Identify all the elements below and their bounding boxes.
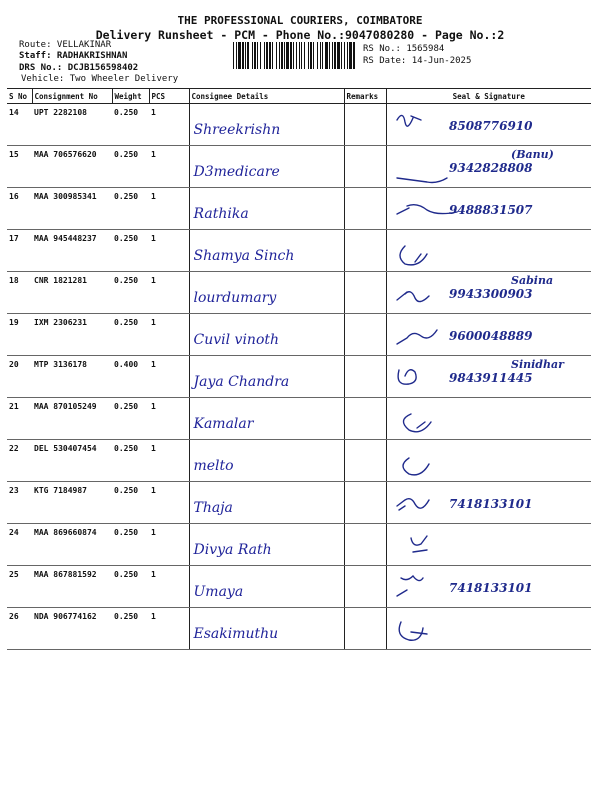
cell-pcs: 1 — [149, 398, 189, 440]
cell-weight: 0.250 — [112, 104, 149, 146]
cell-weight: 0.250 — [112, 440, 149, 482]
signature-mark — [391, 442, 571, 480]
signature-stroke — [397, 115, 421, 126]
signature-mark — [391, 232, 571, 270]
table-row — [7, 230, 591, 272]
cell-consignee — [189, 482, 344, 524]
cell-pcs: 1 — [149, 356, 189, 398]
cell-weight: 0.250 — [112, 608, 149, 650]
signature-phone-text: 8508776910 — [448, 119, 532, 133]
col-consignment: Consignment No — [32, 89, 112, 104]
cell-consignment: MAA 869660874 — [32, 524, 112, 566]
signature-stroke — [399, 622, 427, 640]
cell-pcs: 1 — [149, 230, 189, 272]
cell-consignee — [189, 524, 344, 566]
table-row — [7, 608, 591, 650]
cell-sno: 16 — [7, 188, 32, 230]
staff-label: Staff: RADHAKRISHNAN — [19, 51, 128, 61]
signature-stroke — [397, 178, 447, 183]
cell-pcs: 1 — [149, 608, 189, 650]
signature-mark — [391, 106, 571, 144]
signature-stroke — [397, 330, 437, 344]
signature-stroke — [397, 205, 457, 214]
consignee-handwriting: Cuvil vinoth — [193, 332, 280, 348]
cell-signature — [386, 272, 591, 314]
cell-weight: 0.250 — [112, 482, 149, 524]
cell-remarks — [344, 272, 386, 314]
cell-weight: 0.250 — [112, 398, 149, 440]
signature-mark — [391, 358, 571, 396]
cell-sno: 26 — [7, 608, 32, 650]
cell-consignee — [189, 314, 344, 356]
cell-weight: 0.250 — [112, 188, 149, 230]
consignee-handwriting: Divya Rath — [193, 542, 272, 558]
runsheet-table — [7, 88, 591, 650]
cell-pcs: 1 — [149, 566, 189, 608]
route-label: Route: VELLAKINAR — [19, 40, 112, 50]
cell-consignment: MAA 300985341 — [32, 188, 112, 230]
cell-weight: 0.400 — [112, 356, 149, 398]
cell-remarks — [344, 398, 386, 440]
cell-sno: 15 — [7, 146, 32, 188]
cell-consignee — [189, 146, 344, 188]
signature-stroke — [397, 292, 429, 302]
cell-remarks — [344, 566, 386, 608]
signature-mark — [391, 610, 571, 648]
cell-sno: 25 — [7, 566, 32, 608]
table-row — [7, 104, 591, 146]
table-header-row — [7, 89, 591, 104]
cell-remarks — [344, 482, 386, 524]
signature-mark — [391, 484, 571, 522]
cell-remarks — [344, 104, 386, 146]
cell-remarks — [344, 356, 386, 398]
cell-consignment: MTP 3136178 — [32, 356, 112, 398]
signature-stroke — [398, 370, 416, 384]
cell-sno: 20 — [7, 356, 32, 398]
signature-stroke — [400, 246, 427, 265]
col-pcs: PCS — [149, 89, 189, 104]
col-sno: S No — [7, 89, 32, 104]
cell-signature — [386, 398, 591, 440]
cell-consignment: KTG 7184987 — [32, 482, 112, 524]
table-row — [7, 440, 591, 482]
signature-stroke — [411, 536, 427, 552]
cell-consignment: IXM 2306231 — [32, 314, 112, 356]
consignee-handwriting: melto — [193, 458, 234, 474]
col-remarks: Remarks — [344, 89, 386, 104]
signature-stroke — [403, 414, 431, 432]
cell-remarks — [344, 608, 386, 650]
table-row — [7, 146, 591, 188]
signature-phone-text: 9843911445 — [448, 371, 532, 385]
cell-consignment: MAA 706576620 — [32, 146, 112, 188]
cell-pcs: 1 — [149, 104, 189, 146]
cell-signature — [386, 104, 591, 146]
cell-consignee — [189, 398, 344, 440]
table-row — [7, 566, 591, 608]
cell-sno: 14 — [7, 104, 32, 146]
consignee-handwriting: Shreekrishn — [193, 122, 281, 138]
cell-remarks — [344, 146, 386, 188]
cell-consignee — [189, 230, 344, 272]
table-row — [7, 188, 591, 230]
table-row — [7, 272, 591, 314]
cell-consignment: MAA 945448237 — [32, 230, 112, 272]
consignee-handwriting: Esakimuthu — [193, 626, 279, 642]
cell-consignee — [189, 566, 344, 608]
signature-mark — [391, 190, 571, 228]
signature-mark — [391, 148, 571, 186]
rs-number: RS No.: 1565984 — [363, 44, 445, 54]
signature-phone-text: 9600048889 — [448, 329, 532, 343]
signature-phone-text: 9943300903 — [448, 287, 532, 301]
consignee-handwriting: Jaya Chandra — [193, 374, 290, 390]
cell-weight: 0.250 — [112, 272, 149, 314]
consignee-handwriting: D3medicare — [193, 164, 280, 180]
cell-pcs: 1 — [149, 314, 189, 356]
cell-signature — [386, 188, 591, 230]
consignee-handwriting: Shamya Sinch — [193, 248, 295, 264]
signature-mark — [391, 274, 571, 312]
signature-phone-text: 9342828808 — [448, 161, 532, 175]
vehicle-label: Vehicle: Two Wheeler Delivery — [21, 74, 179, 84]
cell-consignment: MAA 867881592 — [32, 566, 112, 608]
cell-signature — [386, 608, 591, 650]
col-consignee: Consignee Details — [189, 89, 344, 104]
signature-mark — [391, 526, 571, 564]
cell-sno: 22 — [7, 440, 32, 482]
cell-remarks — [344, 440, 386, 482]
cell-signature — [386, 482, 591, 524]
cell-pcs: 1 — [149, 146, 189, 188]
signature-mark — [391, 400, 571, 438]
signature-stroke — [403, 458, 429, 475]
cell-sno: 18 — [7, 272, 32, 314]
table-row — [7, 482, 591, 524]
cell-consignee — [189, 608, 344, 650]
cell-signature — [386, 146, 591, 188]
signature-name-text: Sabina — [510, 274, 553, 287]
cell-pcs: 1 — [149, 272, 189, 314]
signature-phone-text: 9488831507 — [448, 203, 532, 217]
runsheet-subtitle: Delivery Runsheet - PCM - Phone No.:9047080280 - Page No.:2 — [95, 28, 505, 42]
table-row — [7, 398, 591, 440]
cell-sno: 19 — [7, 314, 32, 356]
cell-signature — [386, 314, 591, 356]
company-title: THE PROFESSIONAL COURIERS, COIMBATORE — [177, 14, 423, 27]
cell-signature — [386, 566, 591, 608]
cell-sno: 23 — [7, 482, 32, 524]
consignee-handwriting: Umaya — [193, 584, 244, 600]
rs-date: RS Date: 14-Jun-2025 — [363, 56, 472, 66]
cell-weight: 0.250 — [112, 230, 149, 272]
cell-signature — [386, 230, 591, 272]
cell-remarks — [344, 188, 386, 230]
cell-remarks — [344, 230, 386, 272]
cell-consignment: UPT 2282108 — [32, 104, 112, 146]
cell-consignee — [189, 440, 344, 482]
cell-weight: 0.250 — [112, 566, 149, 608]
cell-weight: 0.250 — [112, 524, 149, 566]
consignee-handwriting: Thaja — [193, 500, 233, 516]
cell-pcs: 1 — [149, 440, 189, 482]
cell-pcs: 1 — [149, 524, 189, 566]
signature-name-text: (Banu) — [510, 148, 554, 161]
signature-phone-text: 7418133101 — [448, 581, 532, 595]
cell-sno: 24 — [7, 524, 32, 566]
cell-consignment: MAA 870105249 — [32, 398, 112, 440]
cell-sno: 17 — [7, 230, 32, 272]
cell-signature — [386, 440, 591, 482]
signature-name-text: Sinidhar — [510, 358, 564, 371]
signature-stroke — [397, 499, 429, 510]
cell-weight: 0.250 — [112, 146, 149, 188]
cell-remarks — [344, 314, 386, 356]
cell-sno: 21 — [7, 398, 32, 440]
cell-consignee — [189, 188, 344, 230]
signature-mark — [391, 568, 571, 606]
cell-signature — [386, 524, 591, 566]
barcode-image — [232, 42, 357, 69]
drs-number: DRS No.: DCJB156598402 — [19, 63, 139, 73]
signature-phone-text: 7418133101 — [448, 497, 532, 511]
cell-consignee — [189, 272, 344, 314]
cell-consignee — [189, 104, 344, 146]
cell-pcs: 1 — [149, 482, 189, 524]
consignee-handwriting: lourdumary — [193, 290, 277, 306]
table-row — [7, 314, 591, 356]
signature-stroke — [397, 576, 423, 596]
consignee-handwriting: Rathika — [193, 206, 249, 222]
cell-consignment: CNR 1821281 — [32, 272, 112, 314]
table-row — [7, 524, 591, 566]
cell-signature — [386, 356, 591, 398]
signature-mark — [391, 316, 571, 354]
cell-pcs: 1 — [149, 188, 189, 230]
cell-weight: 0.250 — [112, 314, 149, 356]
table-row — [7, 356, 591, 398]
cell-consignment: DEL 530407454 — [32, 440, 112, 482]
consignee-handwriting: Kamalar — [193, 416, 254, 432]
cell-consignment: NDA 906774162 — [32, 608, 112, 650]
col-seal-signature: Seal & Signature — [386, 89, 591, 104]
cell-remarks — [344, 524, 386, 566]
cell-consignee — [189, 356, 344, 398]
col-weight: Weight — [112, 89, 149, 104]
